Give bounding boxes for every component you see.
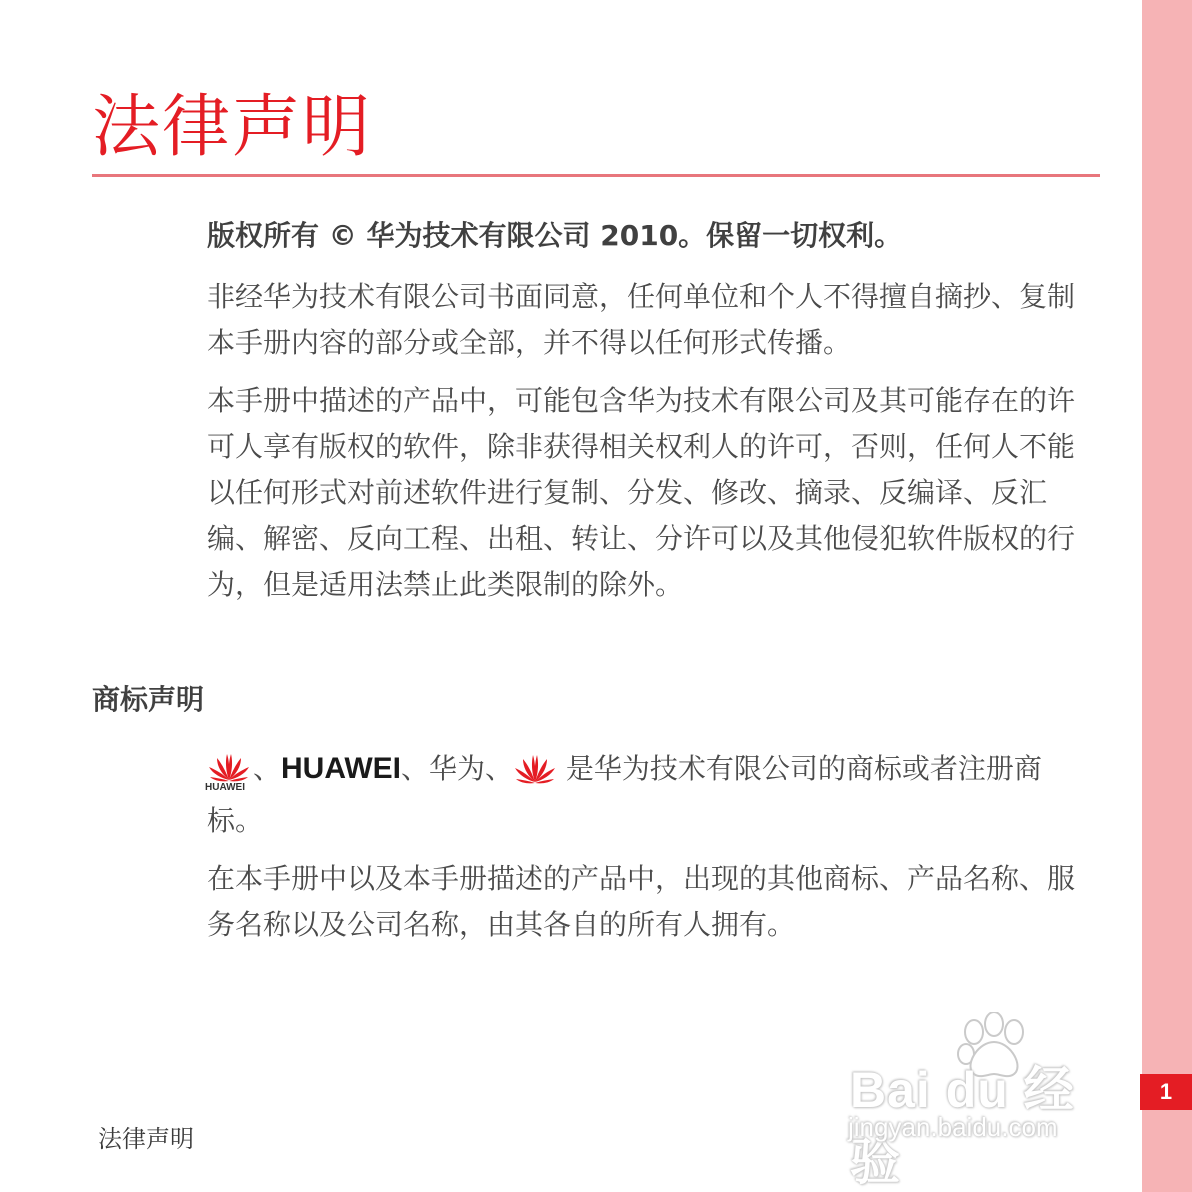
trademark-statement [207,746,1087,844]
huawei-logo-icon [207,752,253,796]
side-strip [1142,0,1192,1192]
huawei-logo-petals [207,752,251,784]
page-title: 法律声明 [92,88,373,167]
other-trademarks-paragraph: 在本手册中以及本手册描述的产品中，出现的其他商标、产品名称、服务名称以及公司名称，由其各自的所有人拥有。 [207,862,1076,941]
watermark-brand: Bai du 经验 [850,1062,1075,1190]
baidu-watermark [842,1012,1122,1190]
copyright-paragraph-1: 非经华为技术有限公司书面同意，任何单位和个人不得擅自摘抄、复制本手册内容的部分或全部，并不得以任何形式传播。 [207,280,1076,359]
trademark-heading: 商标声明 [92,683,205,716]
copyright-line: 版权所有 © 华为技术有限公司 2010。保留一切权利。 [207,219,903,252]
footer-section-label: 法律声明 [98,1125,194,1153]
title-divider [92,174,1100,177]
separator: 、 [253,752,282,785]
trademark-text: 是华为技术有限公司的商标或者注册商标。 [207,752,1042,837]
page-number: 1 [1140,1074,1192,1110]
huawei-petal-icon [513,752,557,798]
huawei-wordmark: HUAWEI [281,752,402,785]
logo-caption: HUAWEI [205,782,245,793]
copyright-paragraph-2: 本手册中描述的产品中，可能包含华为技术有限公司及其可能存在的许可人享有版权的软件，除非获得相关权利人的许可，否则，任何人不能以任何形式对前述软件进行复制、分发、修改、摘录、反编译、反汇编、解密、反向工程、出租、转让、分许可以及其他侵犯软件版权的行为，但是适用法禁止此类限制的除外。 [207,384,1076,601]
separator-huawei: 、华为、 [401,752,514,785]
watermark-url: jingyan.baidu.com [848,1112,1058,1142]
